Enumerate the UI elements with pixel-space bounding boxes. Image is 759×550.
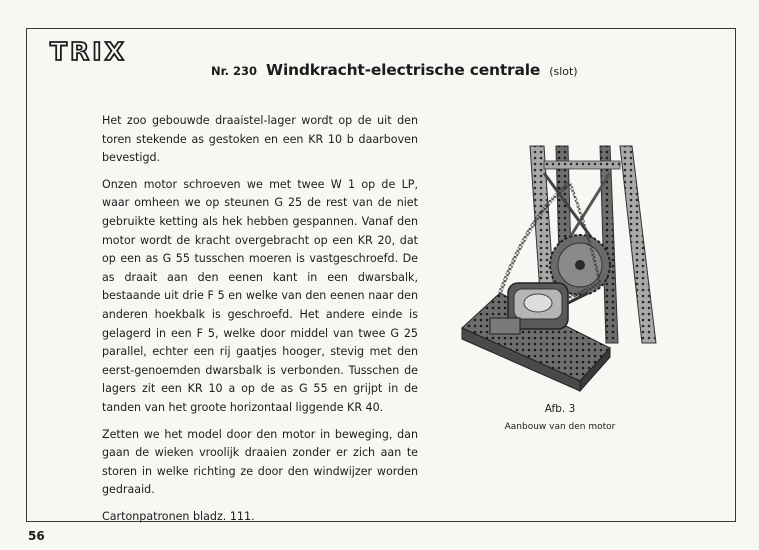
trix-logo-text: TRIX <box>50 38 127 64</box>
page-number: 56 <box>28 529 45 543</box>
motor-assembly-photo <box>460 143 660 398</box>
model-title: Windkracht-electrische centrale <box>266 61 541 79</box>
title-suffix: (slot) <box>549 65 578 78</box>
page-heading <box>211 61 578 79</box>
paragraph: Zetten we het model door den motor in beweging, dan gaan de wieken vroolijk draaien zonder er zich aan te storen in welke richting ze door den windwijzer worden gedraaid. <box>102 427 418 497</box>
figure-caption: Aanbouw van den motor <box>504 422 616 432</box>
model-number: Nr. 230 <box>211 64 258 78</box>
paragraph: Onzen motor schroeven we met twee W 1 op de LP, waar omheen we op steunen G 25 de rest van de niet gebruikte ketting als hek hebben gespannen. Vanaf den motor wordt de kracht overgebracht op een KR 20, dat op een as G 55 tusschen moeren is vastgeschroefd. De as draait aan den eenen kant in een dwarsbalk, bestaande uit drie F 5 en welke van den eenen naar den anderen hoekbalk is geschroefd. Het andere einde is gelagerd in een F 5, welke door middel van twee G 25 parallel, echter een rij gaatjes hooger, stevig met den eerst-genoemden dwarsbalk is verbonden. Tusschen de lagers zit een KR 10 a op de as G 55 en grijpt in de tanden van het groote horizontaal liggende KR 40. <box>102 177 418 414</box>
trix-logo <box>48 38 148 64</box>
figure-label: Afb. 3 <box>544 403 576 415</box>
cardboard-patterns-reference: Cartonpatronen bladz. 111. <box>102 509 255 523</box>
paragraph: Het zoo gebouwde draaistel-lager wordt op de uit den toren stekende as gestoken en een KR 10 b daarboven bevestigd. <box>102 114 418 165</box>
instruction-text <box>102 112 418 534</box>
